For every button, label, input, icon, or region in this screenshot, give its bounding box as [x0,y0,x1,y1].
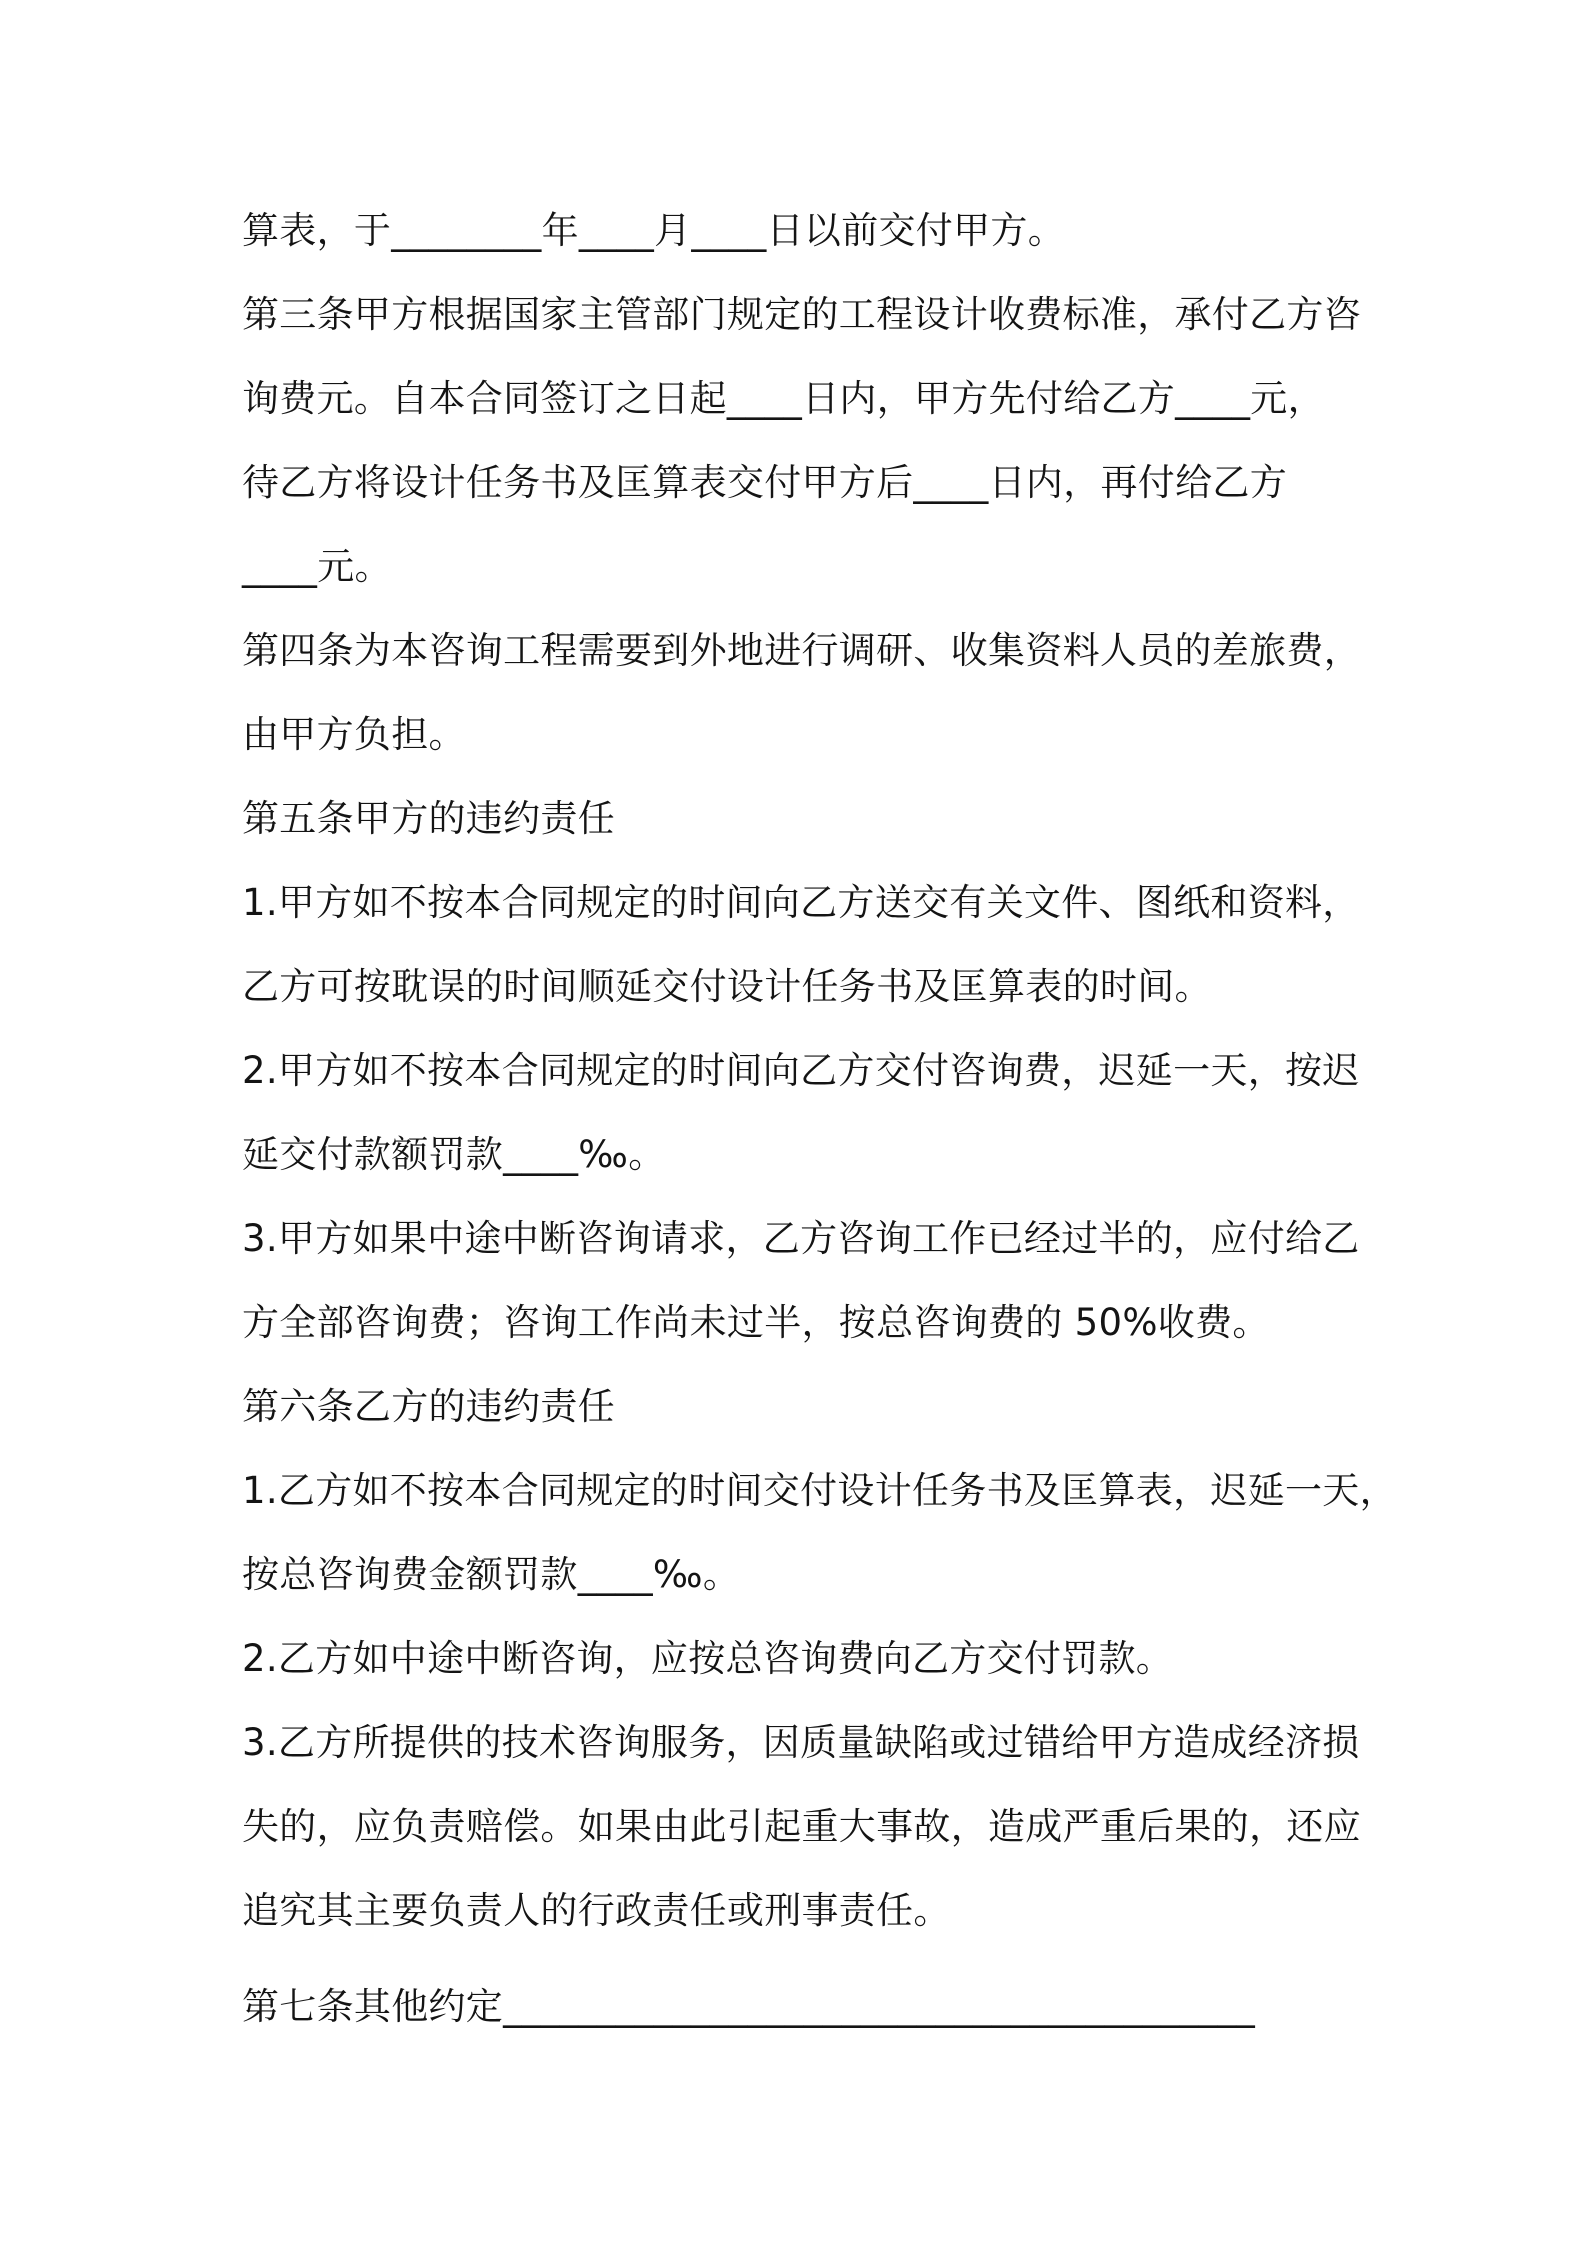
text-line: 由甲方负担。 [242,713,466,756]
text-line: 追究其主要负责人的行政责任或刑事责任。 [242,1889,951,1932]
text-line: 询费元。自本合同签订之日起____日内，甲方先付给乙方____元， [242,377,1325,420]
text-line: 待乙方将设计任务书及匡算表交付甲方后____日内，再付给乙方 [242,461,1287,504]
text-line: 第三条甲方根据国家主管部门规定的工程设计收费标准，承付乙方咨 [242,293,1361,336]
section-heading: 第六条乙方的违约责任 [242,1385,615,1428]
text-line: 2.甲方如不按本合同规定的时间向乙方交付咨询费，迟延一天，按迟 [242,1049,1360,1092]
text-line: ____元。 [242,545,392,588]
text-line: 算表，于________年____月____日以前交付甲方。 [242,209,1065,252]
text-line: 3.乙方所提供的技术咨询服务，因质量缺陷或过错给甲方造成经济损 [242,1721,1360,1764]
document-body [242,198,1422,2058]
text-line: 乙方可按耽误的时间顺延交付设计任务书及匡算表的时间。 [242,965,1212,1008]
text-line: 1.甲方如不按本合同规定的时间向乙方送交有关文件、图纸和资料， [242,881,1360,924]
text-line: 方全部咨询费；咨询工作尚未过半，按总咨询费的 50%收费。 [242,1301,1270,1344]
section-heading: 第七条其他约定________________________________________ [242,1985,1256,2028]
text-line: 2.乙方如中途中断咨询，应按总咨询费向乙方交付罚款。 [242,1637,1174,1680]
text-line: 按总咨询费金额罚款____‰。 [242,1553,741,1596]
text-line: 1.乙方如不按本合同规定的时间交付设计任务书及匡算表，迟延一天， [242,1469,1397,1512]
text-line: 延交付款额罚款____‰。 [242,1133,666,1176]
text-line: 3.甲方如果中途中断咨询请求，乙方咨询工作已经过半的，应付给乙 [242,1217,1360,1260]
text-line: 失的，应负责赔偿。如果由此引起重大事故，造成严重后果的，还应 [242,1805,1361,1848]
section-heading: 第五条甲方的违约责任 [242,797,615,840]
text-line: 第四条为本咨询工程需要到外地进行调研、收集资料人员的差旅费， [242,629,1361,672]
